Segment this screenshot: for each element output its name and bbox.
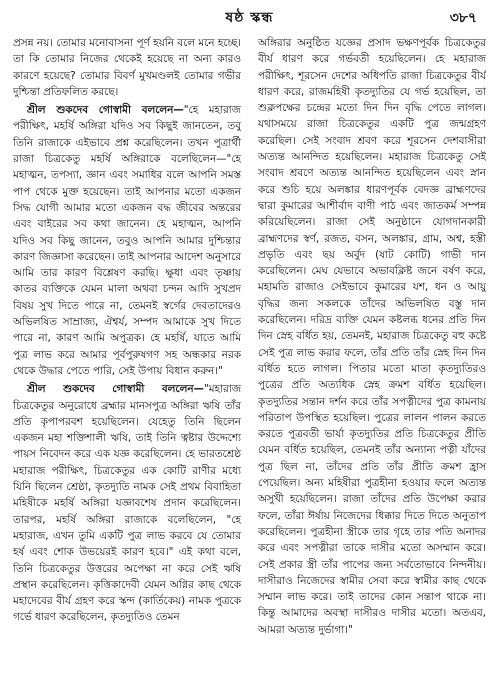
paragraph <box>13 381 241 625</box>
speaker-label: শ্রীল শুকদেব গোস্বামী বললেন— <box>27 383 204 396</box>
right-column <box>258 35 486 675</box>
paragraph <box>13 102 241 379</box>
paragraph: প্রসন্ন নয়। তোমার মনোবাসনা পূর্ণ হয়নি বলে মনে হচ্ছে। তা কি তোমার নিজের থেকেই হয়েছে না অন্য কারও কারণে হয়েছে? তোমার বিবর্ণ মুখমণ্ডলই তোমার গভীর দুশ্চিন্তা প্রতিফলিত করছে। <box>13 37 241 98</box>
page-header <box>14 6 485 28</box>
paragraph: অঙ্গিরার অনুষ্ঠিত যজ্ঞের প্রসাদ ভক্ষণপূর্বক চিত্রকেতুর বীর্য ধারণ করে গর্ভবতী হয়েছিলেন। হে মহারাজ পরীক্ষিৎ, শূরসেন দেশের অধিপতি রাজা চিত্রকেতুর বীর্য ধারণ করে, রাজমহিষী কৃতদ্যুতির যে গর্ভ হয়েছিল, তা শুক্লপক্ষের চন্দ্রের মতো দিন দিন বৃদ্ধি পেতে লাগল। যথাসময়ে রাজা চিত্রকেতুর একটি পুত্র জন্মগ্রহণ করেছিল। সেই সংবাদ শ্রবণ করে শূরসেন দেশবাসীরা অত্যন্ত আনন্দিত হয়েছিলেন। মহারাজ চিত্রকেতু সেই সংবাদ শ্রবণে অত্যন্ত আনন্দিত হয়েছিলেন এবং স্নান করে শুচি হয়ে অলঙ্কার ধারণপূর্বক বেদজ্ঞ ব্রাহ্মণদের দ্বারা কুমারের আশীর্বাদ বাণী পাঠ এবং জাতকর্ম সম্পন্ন করিয়েছিলেন। রাজা সেই অনুষ্ঠানে যোগদানকারী ব্রাহ্মণদের স্বর্ণ, রজত, বসন, অলঙ্কার, গ্রাম, অশ্ব, হস্তী প্রভৃতি এবং ছয় অর্বুদ (ষাট কোটি) গাভী দান করেছিলেন। মেঘ যেভাবে অভাবক্লিষ্ট জনে বর্ষণ করে, মহামতি রাজাও সেইভাবে কুমারের যশ, ধন ও আয়ু বৃদ্ধির জন্য সকলকে তাঁদের অভিলষিত বস্তু দান করেছিলেন। দরিদ্র ব্যক্তি যেমন কষ্টলব্ধ ধনের প্রতি দিন দিন স্নেহ বর্ধিত হয়, তেমনই, মহারাজ চিত্রকেতু বহু কষ্টে সেই পুত্র লাভ করার ফলে, তাঁর প্রতি তাঁর স্নেহ দিন দিন বর্ধিত হতে লাগল। পিতার মতো মাতা কৃতদ্যুতিরও পুত্রের প্রতি অত্যধিক স্নেহ ক্রমশ বর্ধিত হয়েছিল। কৃতদ্যুতির সন্তান দর্শন করে তাঁর সপত্নীদের পুত্র কামনায় পরিতাপ উপস্থিত হয়েছিল। পুত্রের লালন পালন করতে করতে পুত্রবতী ভার্যা কৃতদ্যুতির প্রতি চিত্রকেতুর প্রীতি যেমন বর্ধিত হয়েছিল, তেমনই তাঁর অন্যান্য পত্নী যাঁদের পুত্র ছিল না, তাঁদের প্রতি তাঁর প্রীতি ক্রমশ হ্রাস পেয়েছিল। অন্য মহিষীরা পুত্রহীনা হওয়ার ফলে অত্যন্ত অসুখী হয়েছিলেন। রাজা তাঁদের প্রতি উপেক্ষা করার ফলে, তাঁরা ঈর্ষায় নিজেদের ধিক্কার দিতে দিতে অনুতাপ করেছিলেন। পুত্রহীনা স্ত্রীকে তার গৃহে তার পতি অনাদর করে এবং সপত্নীরা তাকে দাসীর মতো অসম্মান করে। সেই প্রকার স্ত্রী তাঁর পাপের জন্য সর্বতোভাবে নিন্দনীয়। দাসীরাও নিজেদের স্বামীর সেবা করে স্বামীর কাছ থেকে সম্মান লাভ করে। তাই তাদের কোন সন্তাপ থাকে না। কিন্তু আমাদের অবস্থা দাসীরও দাসীর মতো। অতএব, আমরা অত্যন্ত দুর্ভাগা।" <box>258 37 486 636</box>
paragraph-text: "মহারাজ চিত্রকেতুর অনুরোধে ব্রহ্মার মানসপুত্র অঙ্গিরা ঋষি তাঁর প্রতি কৃপাপরবশ হয়েছিলেন। যেহেতু তিনি ছিলেন একজন মহা শক্তিশালী ঋষি, তাই তিনি ত্বষ্টার উদ্দেশ্যে পায়স নিবেদন করে এক যজ্ঞ করেছিলেন। হে ভারতশ্রেষ্ঠ মহারাজ পরীক্ষিৎ, চিত্রকেতুর এক কোটি রাণীর মধ্যে যিনি ছিলেন শ্রেষ্ঠা, কৃতদ্যুতি নামক সেই প্রথম বিবাহিতা মহিষীকে মহর্ষি অঙ্গিরা যজ্ঞাবশেষ প্রদান করেছিলেন। তারপর, মহর্ষি অঙ্গিরা রাজাকে বলেছিলেন, "হে মহারাজ, এখন তুমি একটি পুত্র লাভ করবে যে তোমার হর্ষ এবং শোক উভয়েরই কারণ হবে।" এই কথা বলে, তিনি চিত্রকেতুর উত্তরের অপেক্ষা না করে সেই ঋষি প্রস্থান করেছিলেন। কৃত্তিকাদেবী যেমন অগ্নির কাছ থেকে মহাদেবের বীর্য গ্রহণ করে স্কন্দ (কার্তিকেয়) নামক পুত্রকে গর্ভে ধারণ করেছিলেন, কৃতদ্যুতিও তেমন <box>13 383 241 624</box>
speaker-label: শ্রীল শুকদেব গোস্বামী বললেন— <box>27 104 184 117</box>
left-column <box>13 35 241 675</box>
chapter-title: ষষ্ঠ স্কন্ধ <box>225 10 274 26</box>
paragraph-text: "হে মহারাজ পরীক্ষিৎ, মহর্ষি অঙ্গিরা যদিও সব কিছুই জানতেন, তবু তিনি রাজাকে এইভাবে প্রশ্ন করেছিলেন। তখন পুত্রার্থী রাজা চিত্রকেতু মহর্ষি অঙ্গিরাকে বলেছিলেন—"হে মহাত্মন, তপস্যা, জ্ঞান এবং সমাধির বলে আপনি সমস্ত পাপ থেকে মুক্ত হয়েছেন। তাই আপনার মতো একজন সিদ্ধ যোগী আমার মতো একজন বদ্ধ জীবের অন্তরের এবং বাইরের সব কথা জানেন। হে মহাত্মন, আপনি যদিও সব কিছু জানেন, তবুও আপনি আমার দুশ্চিন্তার কারণ জিজ্ঞাসা করেছেন। তাই আপনার আদেশ অনুসারে আমি তার কারণ বিশ্লেষণ করছি। ক্ষুধা এবং তৃষ্ণায় কাতর ব্যক্তিকে যেমন মালা অথবা চন্দন আদি সুখপ্রদ বিষয় সুখ দিতে পারে না, তেমনই স্বর্গের দেবতাদেরও অভিলষিত সাম্রাজ্য, ঐশ্বর্য, সম্পদ আমাকে সুখ দিতে পারে না, কারণ আমি অপুত্রক। হে মহর্ষি, যাতে আমি পুত্র লাভ করে আমার পূর্বপুরুষগণ সহ অন্ধকার নরক থেকে উদ্ধার পেতে পারি, সেই উপায় বিধান করুন।" <box>13 104 241 377</box>
page-number: ৩৮৭ <box>449 10 477 26</box>
